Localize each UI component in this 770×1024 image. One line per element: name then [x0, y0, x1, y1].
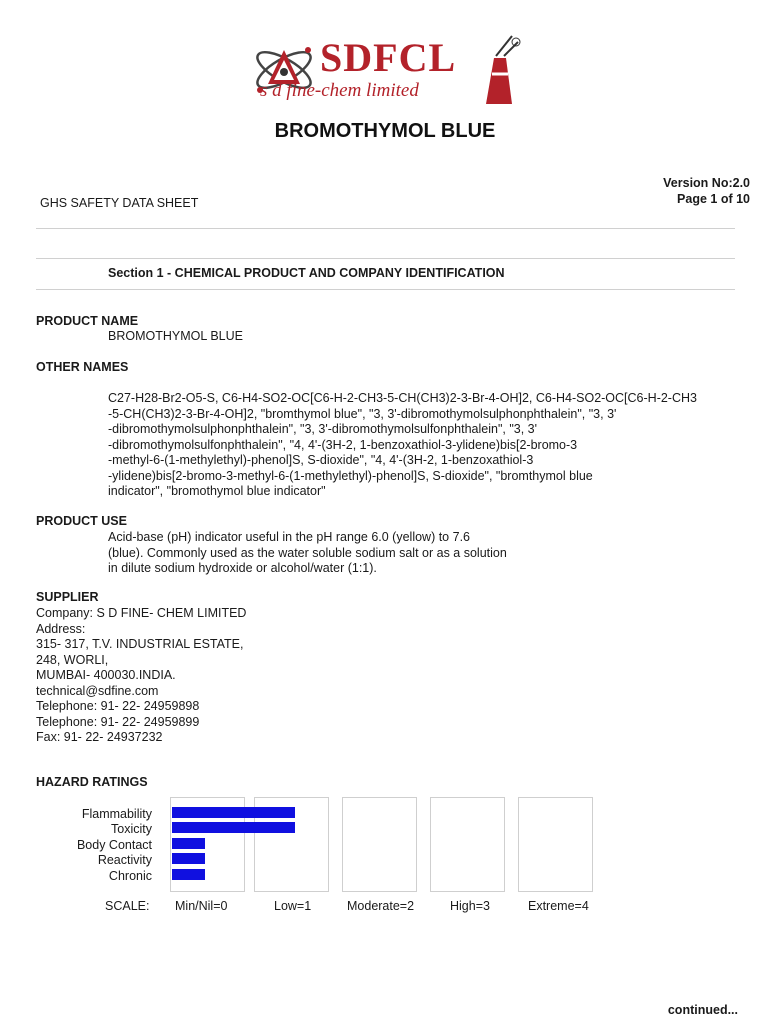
hazard-bar-toxicity — [172, 822, 295, 833]
text-line: in dilute sodium hydroxide or alcohol/water (1:1). — [108, 561, 377, 575]
version-number: Version No:2.0 — [663, 176, 750, 190]
supplier-fax: Fax: 91- 22- 24937232 — [36, 730, 163, 744]
text-line: (blue). Commonly used as the water soluble sodium salt or as a solution — [108, 545, 507, 560]
product-use-text — [108, 530, 743, 577]
supplier-label: SUPPLIER — [36, 590, 99, 604]
scale-box — [518, 797, 593, 892]
company-logo — [250, 28, 525, 108]
other-names-text — [108, 391, 743, 500]
divider — [36, 289, 735, 290]
page-number: Page 1 of 10 — [677, 192, 750, 206]
supplier-company: Company: S D FINE- CHEM LIMITED — [36, 606, 247, 620]
product-name-value: BROMOTHYMOL BLUE — [108, 329, 243, 343]
flask-emblem-icon — [472, 28, 522, 108]
hazard-label-chronic: Chronic — [108, 869, 152, 883]
supplier-address-label: Address: — [36, 621, 86, 636]
product-name-label: PRODUCT NAME — [36, 314, 139, 328]
hazard-label-toxicity: Toxicity — [111, 822, 152, 836]
text-line: -ylidene)bis[2-bromo-3-methyl-6-(1-methylethyl)-phenol]S, S-dioxide", "bromthymol blue — [108, 468, 593, 483]
hazard-label-reactivity: Reactivity — [97, 853, 152, 867]
text-line: -5-CH(CH3)2-3-Br-4-OH]2, "bromthymol blue", "3, 3'-dibromothymolsulphonphthalein", "3, 3' — [108, 406, 617, 421]
hazard-label-body-contact: Body Contact — [76, 838, 152, 852]
continued-label: continued... — [667, 1003, 738, 1017]
text-line: -dibromothymolsulphonphthalein", "3, 3'-dibromothymolsulfonphthalein", "3, 3' — [108, 422, 538, 436]
scale-box — [342, 797, 417, 892]
version-block — [663, 175, 750, 207]
hazard-ratings-label: HAZARD RATINGS — [36, 775, 148, 789]
text-line: -dibromothymolsulfonphthalein", "4, 4'-(3H-2, 1-benzoxathiol-3-ylidene)bis[2-bromo-3 — [108, 437, 578, 452]
section-title: Section 1 - CHEMICAL PRODUCT AND COMPANY IDENTIFICATION — [108, 266, 505, 280]
hazard-bar-chronic — [172, 869, 205, 880]
document-type: GHS SAFETY DATA SHEET — [40, 196, 199, 210]
supplier-address-line: 315- 317, T.V. INDUSTRIAL ESTATE, — [36, 637, 244, 651]
logo-brand: SDFCL — [320, 35, 457, 80]
supplier-details — [36, 606, 246, 746]
supplier-email[interactable]: technical@sdfine.com — [36, 683, 159, 698]
logo-tagline: s d fine-chem limited — [260, 80, 419, 101]
text-line: Acid-base (pH) indicator useful in the pH range 6.0 (yellow) to 7.6 — [108, 530, 470, 544]
text-line: indicator", "bromothymol blue indicator" — [108, 484, 326, 498]
supplier-telephone: Telephone: 91- 22- 24959899 — [36, 714, 200, 729]
hazard-bar-reactivity — [172, 853, 205, 864]
supplier-address-line: MUMBAI- 400030.INDIA. — [36, 668, 176, 682]
divider — [36, 228, 735, 229]
scale-value-1: Low=1 — [274, 899, 312, 913]
hazard-label-flammability: Flammability — [81, 807, 152, 821]
scale-label: SCALE: — [105, 899, 150, 913]
scale-value-4: Extreme=4 — [528, 899, 589, 913]
document-title: BROMOTHYMOL BLUE — [274, 120, 496, 142]
text-line: -methyl-6-(1-methylethyl)-phenol]S, S-dioxide", "4, 4'-(3H-2, 1-benzoxathiol-3 — [108, 453, 534, 467]
scale-value-0: Min/Nil=0 — [175, 899, 228, 913]
hazard-bar-body-contact — [172, 838, 205, 849]
supplier-address-line: 248, WORLI, — [36, 652, 109, 667]
scale-box — [430, 797, 505, 892]
text-line: C27-H28-Br2-O5-S, C6-H4-SO2-OC[C6-H-2-CH3-5-CH(CH3)2-3-Br-4-OH]2, C6-H4-SO2-OC[C6-H-2-CH3 — [108, 391, 697, 405]
hazard-bar-flammability — [172, 807, 295, 818]
scale-value-2: Moderate=2 — [347, 899, 415, 913]
other-names-label: OTHER NAMES — [36, 360, 129, 374]
product-use-label: PRODUCT USE — [36, 514, 127, 528]
scale-value-3: High=3 — [450, 899, 490, 913]
supplier-telephone: Telephone: 91- 22- 24959898 — [36, 699, 200, 713]
divider — [36, 258, 735, 259]
